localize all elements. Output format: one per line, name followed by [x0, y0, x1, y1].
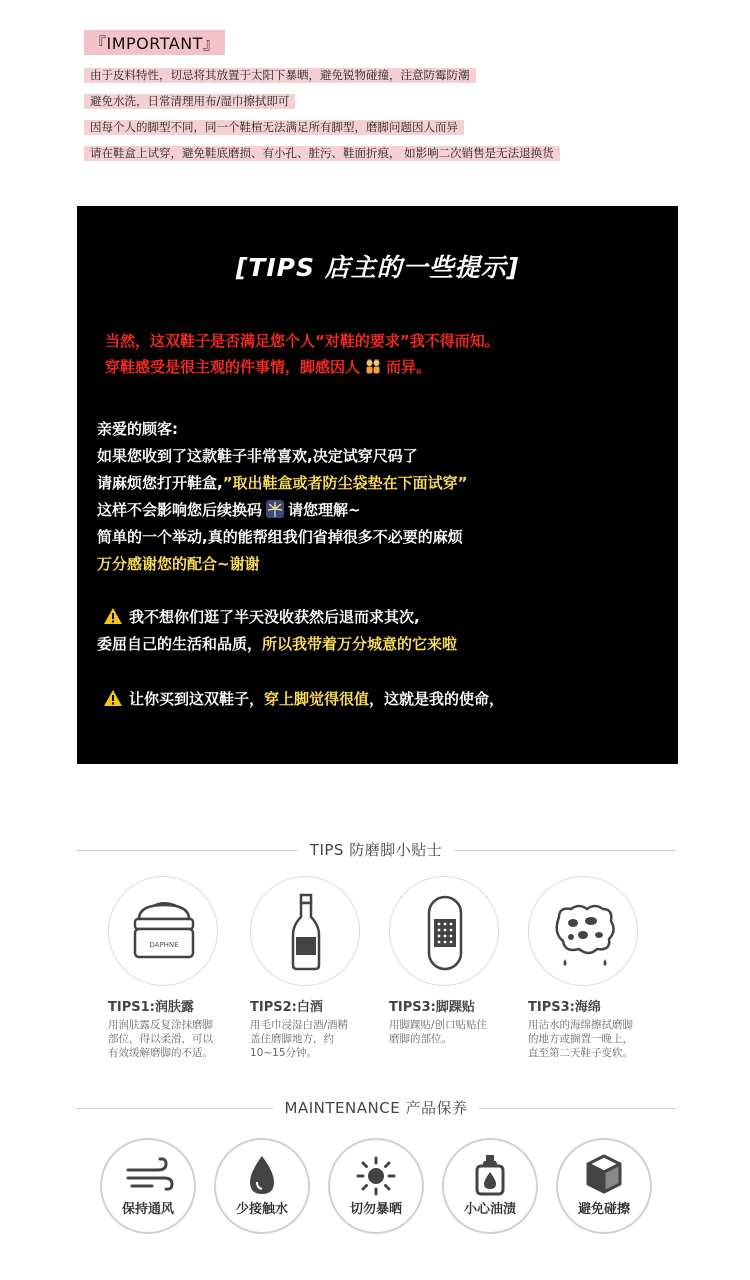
sparkler-emoji-icon: [266, 500, 284, 518]
jar-label: DAPHNE: [149, 941, 179, 949]
tip-lotion: [108, 876, 238, 1060]
maintenance-label: 避免碰擦: [577, 1202, 630, 1217]
note-line-2: [97, 470, 667, 497]
customer-note: [97, 416, 667, 578]
warning-2-white-a: 让你买到这双鞋子，: [129, 690, 265, 708]
important-line-4: 请在鞋盒上试穿，避免鞋底磨损、有小孔、脏污、鞋面折痕， 如影响二次销售是无法退换货: [84, 146, 560, 161]
warning-1: [97, 604, 667, 658]
disclaimer-line-2a: 穿鞋感受是很主观的件事情，脚感因人: [105, 358, 361, 376]
maintenance-avoid-water: [214, 1138, 310, 1234]
maintenance-label: 小心油渍: [463, 1202, 516, 1217]
water-drop-icon: [216, 1140, 308, 1232]
note-line-4: 简单的一个举动,真的能帮组我们省掉很多不必要的麻烦: [97, 528, 463, 546]
disclaimer-line-1: 当然，这双鞋子是否满足您个人“对鞋的要求”我不得而知。: [105, 332, 500, 350]
tips-section-title: TIPS 防磨脚小贴士: [298, 841, 454, 859]
warning-1b-white: 委屈自己的生活和品质，: [97, 635, 263, 653]
tip-icon-circle: [389, 876, 499, 986]
important-title: 『IMPORTANT』: [84, 30, 225, 55]
tip-icon-circle: [108, 876, 218, 986]
warning-2: [97, 686, 667, 713]
tip-title: TIPS3:海绵: [528, 1000, 601, 1015]
tips-section-header: [76, 839, 676, 863]
maintenance-label: 少接触水: [235, 1202, 288, 1217]
maintenance-no-sun: [328, 1138, 424, 1234]
maintenance-ventilate: [100, 1138, 196, 1234]
greeting: 亲爱的顾客:: [97, 420, 178, 438]
tip-icon-circle: [250, 876, 360, 986]
tip-title: TIPS3:脚踝贴: [389, 1000, 475, 1015]
lotion-jar-icon: [109, 877, 219, 987]
fit-disclaimer: [105, 328, 665, 380]
warning-2-yellow: 穿上脚觉得很值: [264, 690, 370, 708]
people-emoji-icon: [364, 357, 382, 375]
sun-icon: [330, 1140, 422, 1232]
tip-sponge: [528, 876, 658, 1060]
maintenance-label: 保持通风: [121, 1202, 174, 1217]
warning-2-white-b: ，这就是我的使命，: [369, 690, 505, 708]
important-line-3: 因每个人的脚型不同，同一个鞋楦无法满足所有脚型，磨脚问题因人而异: [84, 120, 464, 135]
warning-icon: [103, 607, 123, 625]
warning-1-line-a: [97, 604, 667, 631]
warning-1-text: 我不想你们逛了半天没收获然后退而求其次,: [129, 608, 420, 626]
note-line-1: 如果您收到了这款鞋子非常喜欢,决定试穿尺码了: [97, 447, 418, 465]
tip-description: 用沾水的海绵擦拭磨脚的地方或搁置一晚上，直至第二天鞋子变软。: [528, 1019, 633, 1059]
warning-1b-yellow: 所以我带着万分城意的它来啦: [262, 635, 458, 653]
tip-icon-circle: [528, 876, 638, 986]
important-line-1: 由于皮料特性，切忌将其放置于太阳下暴晒，避免锐物碰撞，注意防霉防潮: [84, 68, 476, 83]
important-notice: [84, 30, 624, 168]
liquor-bottle-icon: [251, 877, 361, 987]
note-line-2b: ”取出鞋盒或者防尘袋垫在下面试穿”: [222, 474, 468, 492]
maintenance-title: MAINTENANCE 产品保养: [273, 1099, 480, 1117]
maintenance-section-header: [76, 1097, 676, 1121]
tip-title: TIPS2:白酒: [250, 1000, 323, 1015]
important-line-2: 避免水洗，日常清理用布/湿巾擦拭即可: [84, 94, 295, 109]
note-line-2a: 请麻烦您打开鞋盒,: [97, 474, 223, 492]
maintenance-avoid-scratch: [556, 1138, 652, 1234]
warning-icon: [103, 689, 123, 707]
tip-description: 用脚踝贴/创口贴贴住磨脚的部位。: [389, 1019, 488, 1045]
tips-heading: [TIPS 店主的一些提示]: [235, 253, 520, 282]
tips-panel: [77, 206, 678, 764]
tip-description: 用毛巾浸湿白酒/酒精盖住磨脚地方，约10~15分钟。: [250, 1019, 349, 1059]
tip-title: TIPS1:润肤露: [108, 1000, 194, 1015]
note-line-3: [97, 497, 667, 524]
maintenance-oil: [442, 1138, 538, 1234]
maintenance-label: 切勿暴晒: [349, 1202, 402, 1217]
note-line-5: 万分感谢您的配合~谢谢: [97, 555, 260, 573]
warning-1-line-b: [97, 631, 667, 658]
bandage-icon: [390, 877, 500, 987]
tip-description: 用润肤露反复涂抹磨脚部位，得以柔滑，可以有效缓解磨脚的不适。: [108, 1019, 213, 1059]
note-line-3a: 这样不会影响您后续换码: [97, 501, 263, 519]
warning-2-line: [97, 686, 667, 713]
note-line-3b: 请您理解~: [288, 501, 361, 519]
wind-icon: [102, 1140, 194, 1232]
disclaimer-line-2b: 而异。: [386, 358, 432, 376]
tip-liquor: [250, 876, 380, 1060]
cube-icon: [558, 1140, 650, 1232]
disclaimer-line-2: [105, 354, 665, 380]
sponge-icon: [529, 877, 639, 987]
tip-bandage: [389, 876, 519, 1046]
oil-bottle-icon: [444, 1140, 536, 1232]
